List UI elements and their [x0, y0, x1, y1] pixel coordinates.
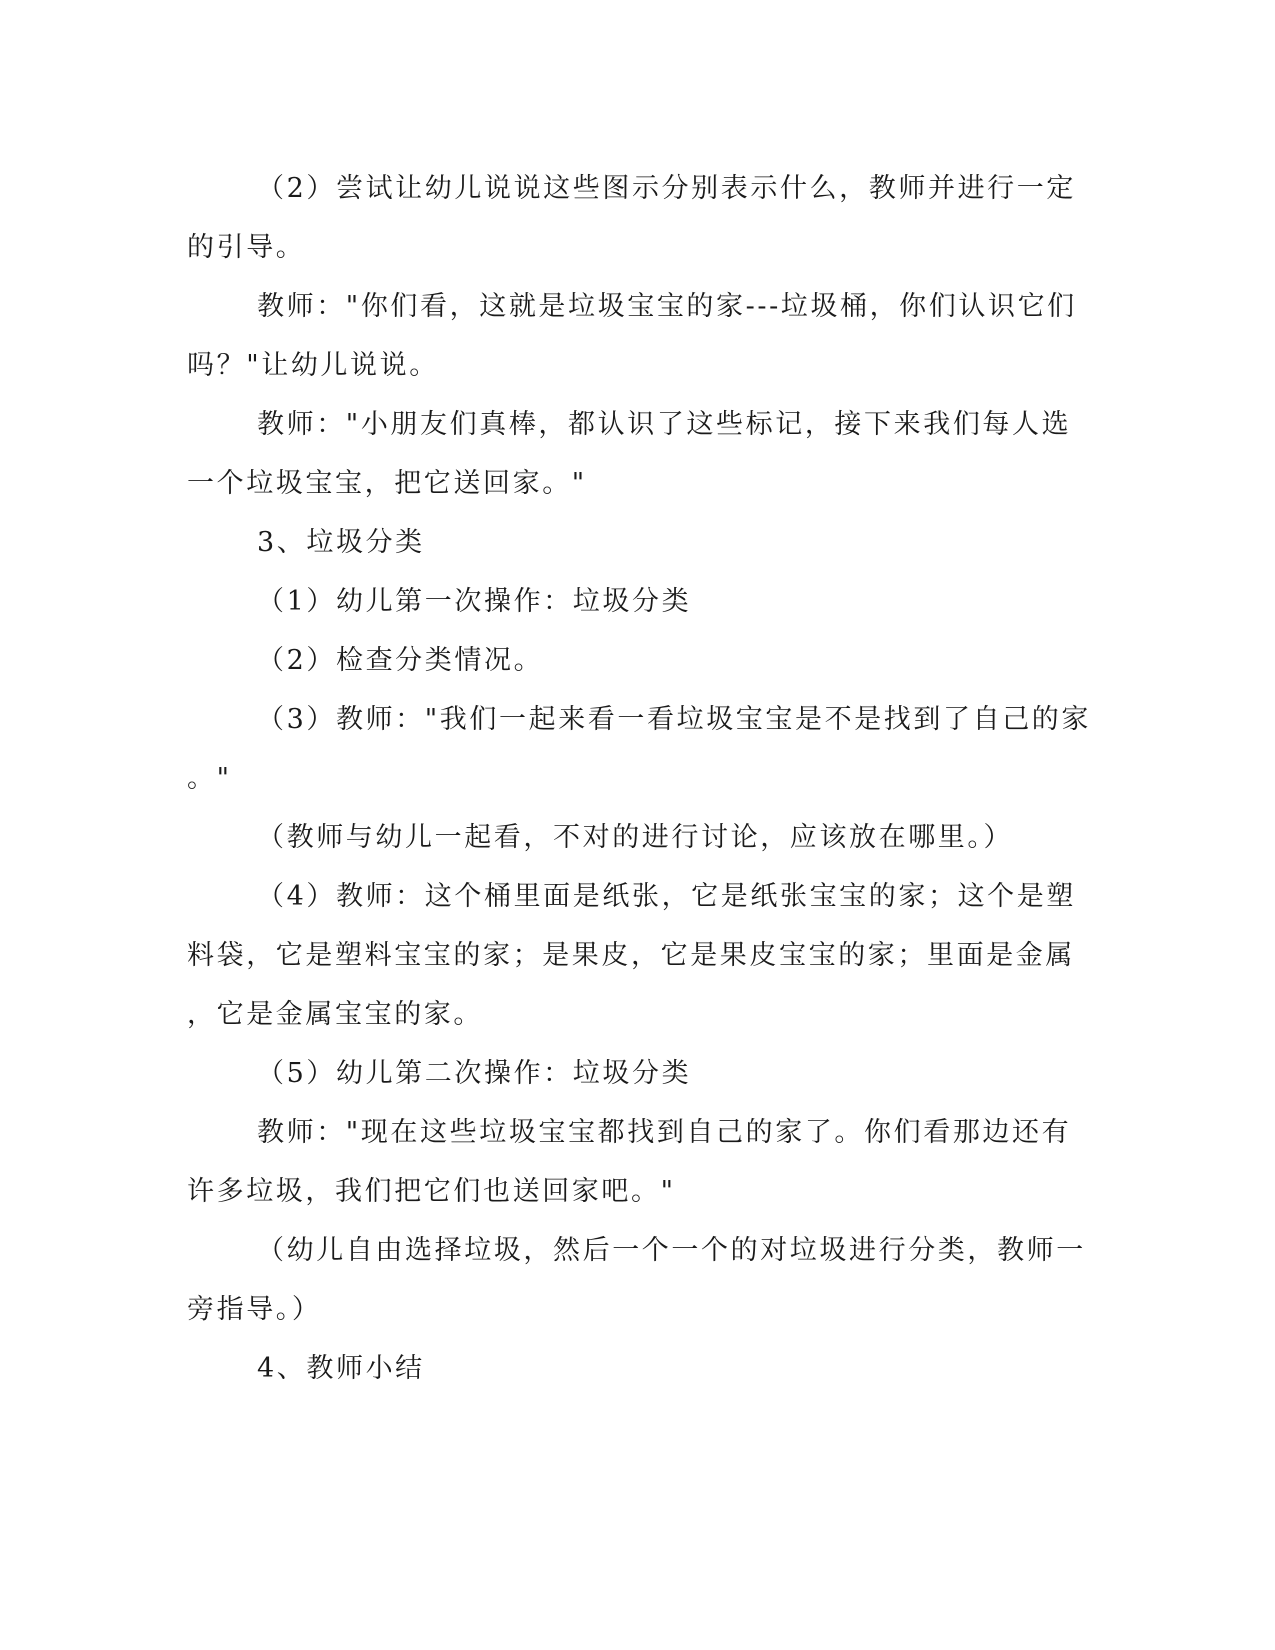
text-line: 许多垃圾，我们把它们也送回家吧。"	[187, 1176, 676, 1207]
section-heading: 3、垃圾分类	[257, 527, 425, 558]
text-line: 教师："你们看，这就是垃圾宝宝的家---垃圾桶，你们认识它们	[257, 291, 1077, 322]
text-line: 吗？"让幼儿说说。	[187, 350, 439, 381]
text-line: （1）幼儿第一次操作：垃圾分类	[257, 586, 692, 617]
text-line: （2）尝试让幼儿说说这些图示分别表示什么，教师并进行一定	[257, 173, 1076, 204]
text-line: 的引导。	[187, 232, 306, 263]
text-line: 教师："现在这些垃圾宝宝都找到自己的家了。你们看那边还有	[257, 1117, 1072, 1148]
text-line: ，它是金属宝宝的家。	[187, 999, 483, 1030]
text-line: 旁指导。）	[187, 1294, 322, 1325]
section-heading: 4、教师小结	[257, 1353, 425, 1384]
text-line: 教师："小朋友们真棒，都认识了这些标记，接下来我们每人选	[257, 409, 1072, 440]
text-line: 。"	[187, 763, 232, 794]
text-line: （5）幼儿第二次操作：垃圾分类	[257, 1058, 692, 1089]
text-line: （2）检查分类情况。	[257, 645, 544, 676]
text-line: 一个垃圾宝宝，把它送回家。"	[187, 468, 587, 499]
text-line: （4）教师：这个桶里面是纸张，它是纸张宝宝的家；这个是塑	[257, 881, 1076, 912]
text-line: （3）教师："我们一起来看一看垃圾宝宝是不是找到了自己的家	[257, 704, 1091, 735]
text-line: （幼儿自由选择垃圾，然后一个一个的对垃圾进行分类，教师一	[257, 1235, 1086, 1266]
text-line: （教师与幼儿一起看，不对的进行讨论，应该放在哪里。）	[257, 822, 1014, 853]
text-line: 料袋，它是塑料宝宝的家；是果皮，它是果皮宝宝的家；里面是金属	[187, 940, 1075, 971]
